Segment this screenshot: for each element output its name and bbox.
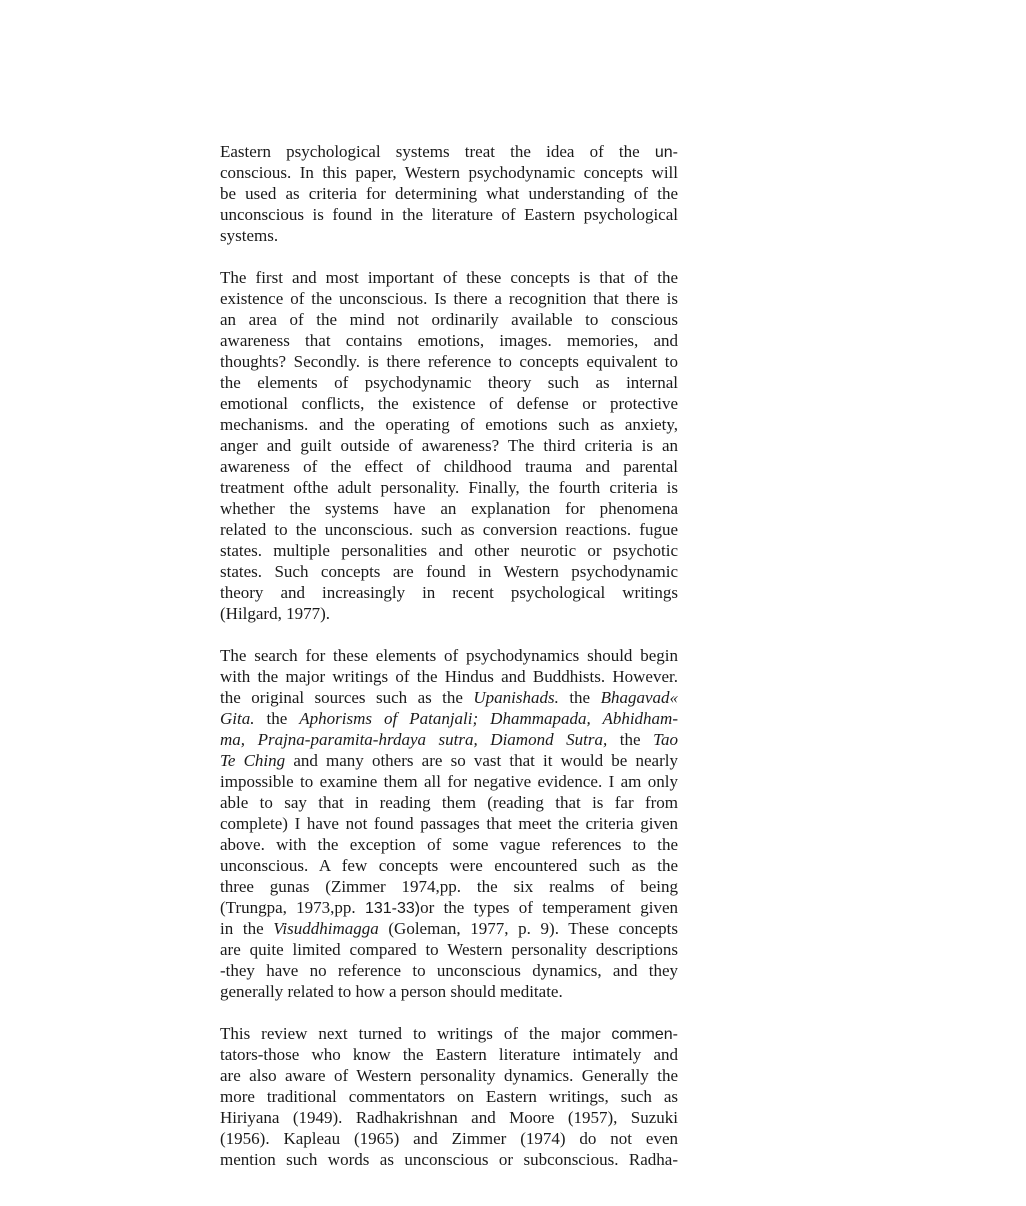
italic-title: Te Ching — [220, 751, 286, 770]
text-line — [220, 729, 678, 750]
text-line: The search for these elements of psychodynamics should begin — [220, 646, 678, 665]
text-line: are also aware of Western personality dynamics. Generally the — [220, 1066, 678, 1085]
text-line: the elements of psychodynamic theory such as internal — [220, 373, 678, 392]
italic-title: Visuddhimagga — [273, 919, 379, 938]
paragraph — [220, 1023, 678, 1170]
text-segment: commen- — [611, 1026, 678, 1043]
paragraph — [220, 267, 678, 624]
text-line: impossible to examine them all for negative evidence. I am only — [220, 772, 678, 791]
text-segment: the — [254, 709, 300, 728]
text-line: anger and guilt outside of awareness? The third criteria is an — [220, 436, 678, 455]
italic-title: Tao — [653, 730, 678, 749]
text-segment: This review next turned to writings of the major — [220, 1024, 612, 1043]
italic-title: Gita. — [220, 709, 255, 728]
text-line: The first and most important of these concepts is that of the — [220, 268, 678, 287]
text-line — [220, 897, 678, 918]
text-line: states. Such concepts are found in Western psychodynamic — [220, 562, 678, 581]
italic-title: ma, Prajna-paramita-hrdaya sutra, Diamond Sutra, — [220, 730, 608, 749]
text-segment: (Trungpa, 1973,pp. — [220, 898, 365, 917]
text-segment: 131-33) — [364, 900, 421, 917]
text-segment: the original sources such as the — [220, 688, 474, 707]
text-line — [220, 1023, 678, 1044]
text-line: with the major writings of the Hindus and Buddhists. However. — [220, 667, 678, 686]
text-line: (Hilgard, 1977). — [220, 604, 331, 623]
text-segment: the — [558, 688, 601, 707]
text-line: awareness that contains emotions, images. memories, and — [220, 331, 678, 350]
text-line: conscious. In this paper, Western psychodynamic concepts will — [220, 163, 678, 182]
text-line: be used as criteria for determining what understanding of the — [220, 184, 678, 203]
text-line — [220, 708, 678, 729]
text-line: three gunas (Zimmer 1974,pp. the six realms of being — [220, 877, 678, 896]
italic-title: Bhagavad« — [600, 688, 678, 707]
text-line: emotional conflicts, the existence of defense or protective — [220, 394, 678, 413]
text-line: mechanisms. and the operating of emotions such as anxiety, — [220, 415, 678, 434]
text-segment: (Goleman, 1977, p. 9). These concepts — [378, 919, 678, 938]
text-line: generally related to how a person should meditate. — [220, 982, 563, 1001]
text-line: mention such words as unconscious or subconscious. Radha- — [220, 1150, 678, 1169]
italic-title: Upanishads. — [473, 688, 559, 707]
text-segment: Eastern psychological systems treat the idea of the — [220, 142, 655, 161]
paragraph — [220, 645, 678, 1002]
text-segment: un- — [654, 144, 678, 161]
text-line: treatment ofthe adult personality. Finally, the fourth criteria is — [220, 478, 678, 497]
text-line — [220, 918, 678, 939]
text-line: awareness of the effect of childhood trauma and parental — [220, 457, 678, 476]
text-line: unconscious. A few concepts were encountered such as the — [220, 856, 678, 875]
text-line: (1956). Kapleau (1965) and Zimmer (1974) do not even — [220, 1129, 678, 1148]
italic-title: Aphorisms of Patanjali; Dhammapada, Abhidham- — [299, 709, 678, 728]
text-line: an area of the mind not ordinarily available to conscious — [220, 310, 678, 329]
text-line: thoughts? Secondly. is there reference to concepts equivalent to — [220, 352, 678, 371]
text-line: theory and increasingly in recent psychological writings — [220, 583, 678, 602]
text-line: are quite limited compared to Western personality descriptions — [220, 940, 678, 959]
text-line: unconscious is found in the literature of Eastern psychological — [220, 205, 678, 224]
text-line: complete) I have not found passages that meet the criteria given — [220, 814, 678, 833]
paragraph — [220, 141, 678, 246]
text-segment: or the types of temperament given — [420, 898, 678, 917]
document-page — [220, 141, 678, 1191]
text-line: related to the unconscious. such as conversion reactions. fugue — [220, 520, 678, 539]
text-line: states. multiple personalities and other neurotic or psychotic — [220, 541, 678, 560]
text-line: able to say that in reading them (reading that is far from — [220, 793, 678, 812]
text-line: above. with the exception of some vague references to the — [220, 835, 678, 854]
text-line: -they have no reference to unconscious dynamics, and they — [220, 961, 678, 980]
text-segment: the — [607, 730, 654, 749]
text-line: Hiriyana (1949). Radhakrishnan and Moore (1957), Suzuki — [220, 1108, 678, 1127]
text-line — [220, 687, 678, 708]
text-line: whether the systems have an explanation for phenomena — [220, 499, 678, 518]
text-segment: in the — [220, 919, 274, 938]
text-line: more traditional commentators on Eastern writings, such as — [220, 1087, 678, 1106]
text-line — [220, 750, 678, 771]
text-line: systems. — [220, 226, 279, 245]
text-segment: and many others are so vast that it would be nearly — [285, 751, 678, 770]
text-line — [220, 141, 678, 162]
text-line: tators-those who know the Eastern literature intimately and — [220, 1045, 678, 1064]
text-line: existence of the unconscious. Is there a recognition that there is — [220, 289, 678, 308]
